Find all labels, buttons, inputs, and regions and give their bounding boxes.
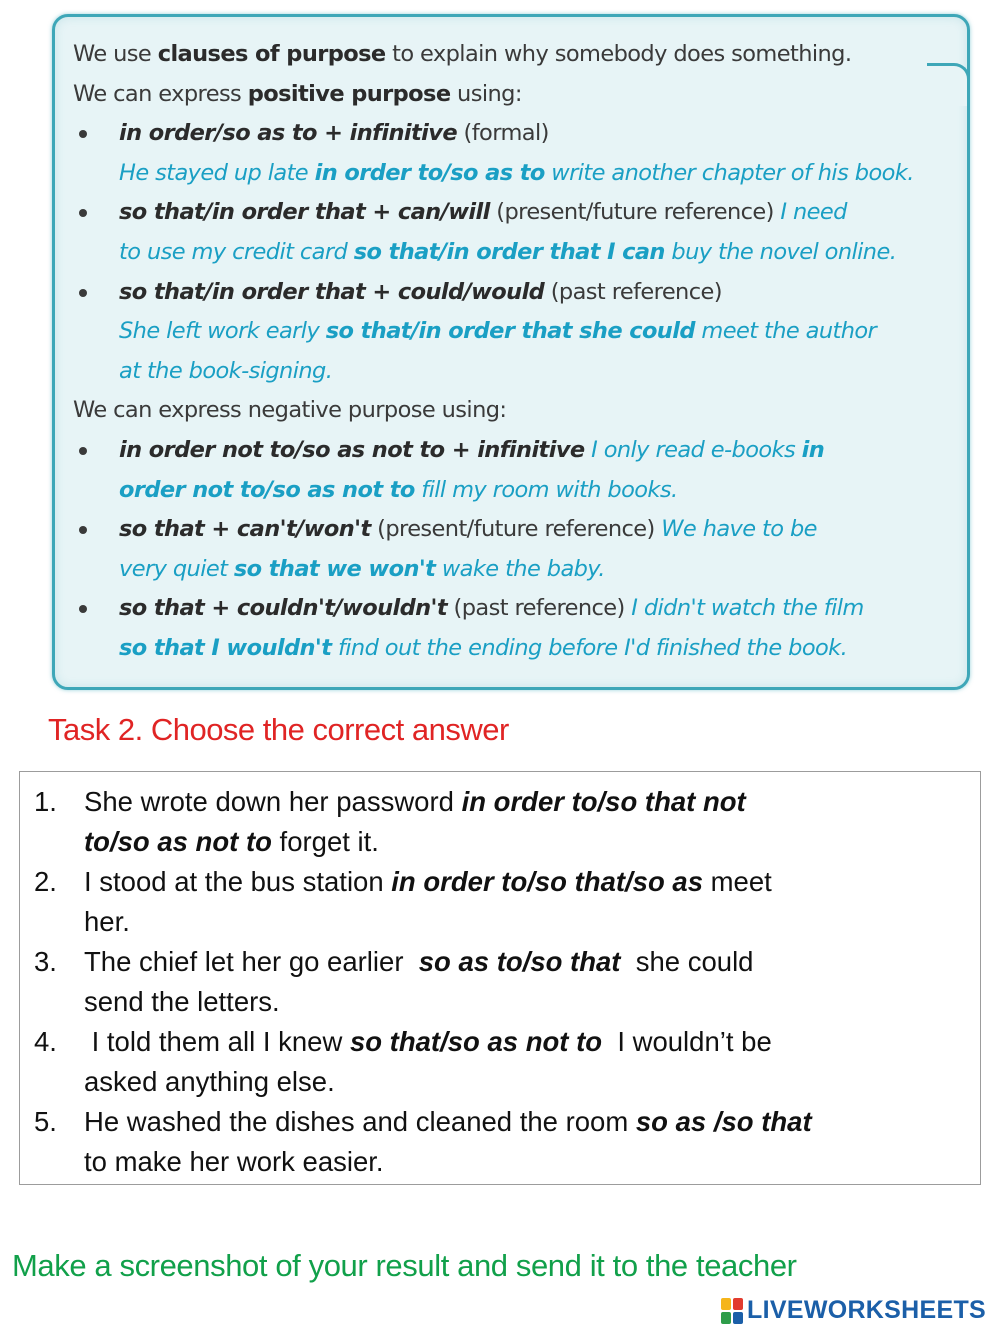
grammar-bullet-3: so that/in order that + could/would (past reference) <box>73 273 935 313</box>
question-5: 5. He washed the dishes and cleaned the room so as /so that to make her work easier. <box>34 1102 970 1182</box>
question-number: 5. <box>34 1106 57 1137</box>
answer-options[interactable]: to/so as not to <box>84 826 272 857</box>
logo-square-red <box>733 1298 743 1310</box>
grammar-bullet-1: in order/so as to + infinitive (formal) <box>73 114 935 154</box>
logo-square-yellow <box>721 1298 731 1310</box>
grammar-example-3-cont: at the book-signing. <box>119 357 333 384</box>
exercise-list <box>19 771 981 1185</box>
grammar-bullet-5: so that + can't/won't (present/future reference) We have to be <box>73 510 935 550</box>
question-3: 3. The chief let her go earlier so as to/so that she could send the letters. <box>34 942 970 1022</box>
grammar-bullet-2: so that/in order that + can/will (present/future reference) I need <box>73 193 935 233</box>
box-corner-notch <box>927 63 970 106</box>
brand-icon <box>721 1298 743 1324</box>
grammar-bullet-4: in order not to/so as not to + infinitive I only read e-books in <box>73 431 935 471</box>
answer-options[interactable]: so that/so as not to <box>349 1026 603 1057</box>
logo-square-blue <box>733 1312 743 1324</box>
answer-options[interactable]: in order to/so that/so as <box>391 866 703 897</box>
brand-logo <box>721 1296 986 1325</box>
grammar-reference-box <box>52 14 970 690</box>
footer-instruction: Make a screenshot of your result and send it to the teacher <box>12 1248 797 1283</box>
answer-options[interactable]: in order to/so that not <box>461 786 746 817</box>
task-title: Task 2. Choose the correct answer <box>48 712 509 747</box>
grammar-line-negative: We can express negative purpose using: <box>73 397 507 424</box>
grammar-example-2: to use my credit card so that/in order that I can buy the novel online. <box>119 238 897 265</box>
question-2: 2. I stood at the bus station in order to/so that/so as meet her. <box>34 862 970 942</box>
grammar-example-1: He stayed up late in order to/so as to write another chapter of his book. <box>119 159 914 186</box>
grammar-example-3: She left work early so that/in order that she could meet the author <box>119 318 877 345</box>
question-1: 1. She wrote down her password in order to/so that not to/so as not to forget it. <box>34 782 970 862</box>
grammar-example-4: order not to/so as not to fill my room with books. <box>119 476 678 503</box>
grammar-example-5: very quiet so that we won't wake the baby. <box>119 555 605 582</box>
logo-square-green <box>721 1312 731 1324</box>
grammar-line-1: We use clauses of purpose to explain why somebody does something. <box>73 41 852 67</box>
answer-options[interactable]: so as /so that <box>635 1106 812 1137</box>
brand-name: LIVEWORKSHEETS <box>747 1296 986 1324</box>
question-number: 3. <box>34 946 57 977</box>
grammar-line-2: We can express positive purpose using: <box>73 80 522 107</box>
question-4: 4. I told them all I knew so that/so as not to I wouldn’t be asked anything else. <box>34 1022 970 1102</box>
question-number: 4. <box>34 1026 57 1057</box>
question-number: 2. <box>34 866 57 897</box>
answer-options[interactable]: so as to/so that <box>418 946 621 977</box>
grammar-bullet-6: so that + couldn't/wouldn't (past reference) I didn't watch the film <box>73 589 935 629</box>
grammar-example-6: so that I wouldn't find out the ending before I'd finished the book. <box>119 634 848 661</box>
question-number: 1. <box>34 786 57 817</box>
